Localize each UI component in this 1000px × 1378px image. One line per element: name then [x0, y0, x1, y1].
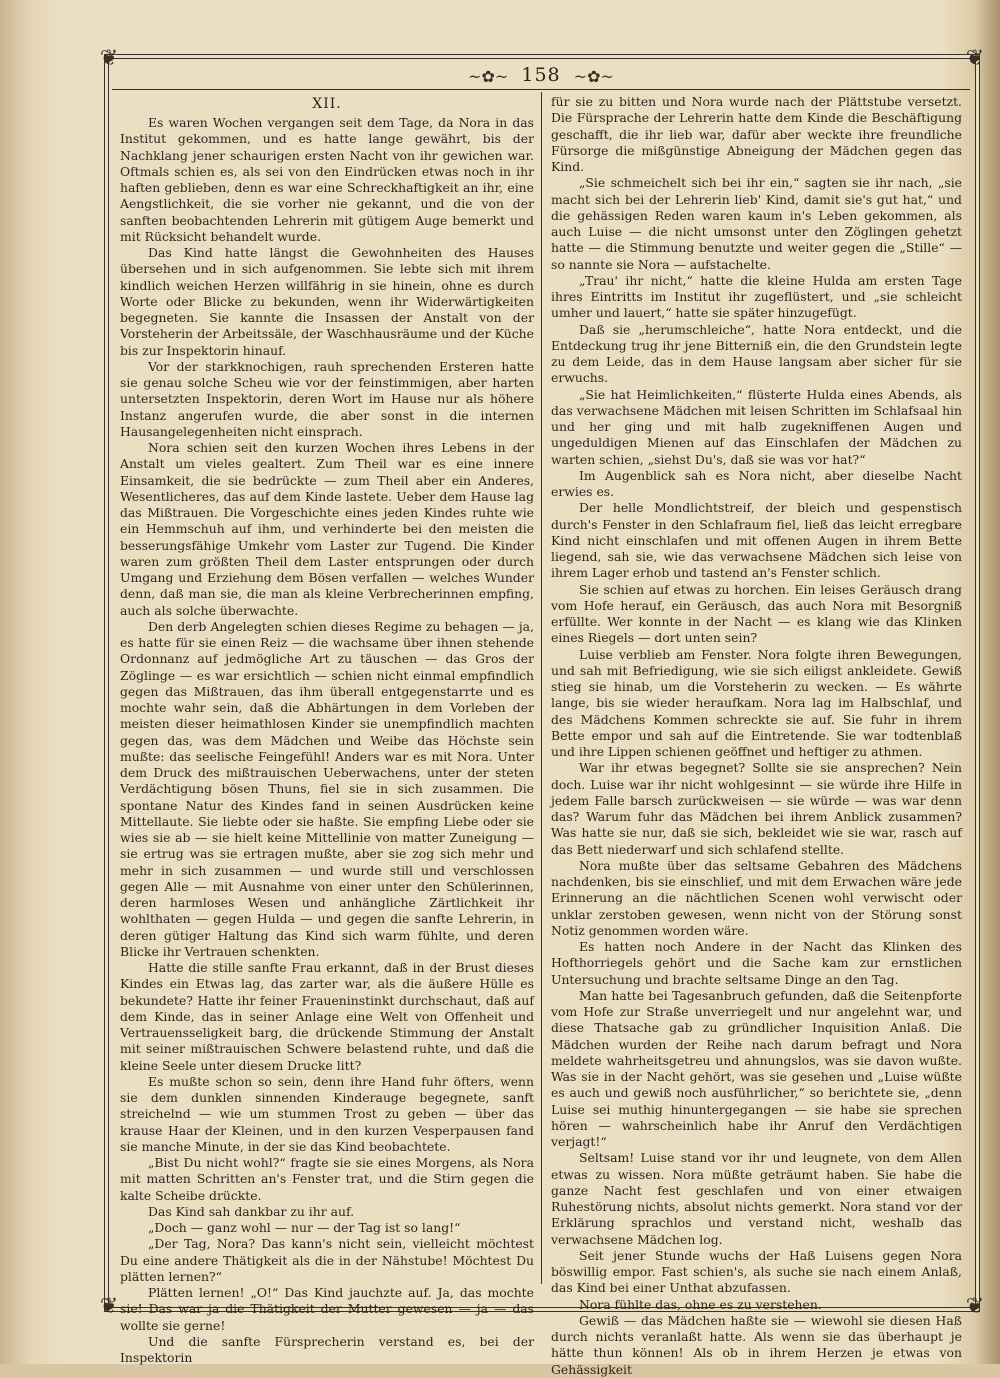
paragraph: „Sie hat Heimlichkeiten,“ flüsterte Hulda eines Abends, als das verwachsene Mädchen mit leisen Schritten im Schlafsaal hin und her ging und mit halb zugekniffenen Augen und ungeduldigen Mienen auf das Einschlafen der Mädchen zu warten schien, „siehst Du's, daß sie was vor hat?“	[551, 386, 962, 467]
paragraph: Das Kind sah dankbar zu ihr auf.	[148, 1203, 355, 1219]
paragraph: Nora fühlte das, ohne es zu verstehen.	[579, 1296, 822, 1312]
paragraph: War ihr etwas begegnet? Sollte sie sie ansprechen? Nein doch. Luise war ihr nicht wohlgesinnt — sie würde ihre Hilfe in jedem Falle barsch zurückweisen — sie würde — was war denn das? Warum fuhr das Mädchen bei ihrem Anblick zusammen? Was hatte sie nur, daß sie sich, bekleidet wie sie war, rasch auf das Bett niederwarf und sich schlafend stellte.	[551, 760, 962, 857]
paragraph: Luise verblieb am Fenster. Nora folgte ihren Bewegungen, und sah mit Befriedigung, wie sie sich eiligst ankleidete. Gewiß stieg sie hinab, um die Vorsteherin zu wecken. — Es währte lange, bis sie wieder heraufkam. Nora lag im Halbschlaf, und des Mädchens Kommen schreckte sie auf. Sie fuhr in ihrem Bette empor und sah auf die Eintretende. Sie war todtenblaß und ihre Lippen schienen geöffnet und heftiger zu athmen.	[551, 646, 962, 759]
corner-ornament-icon: ❦	[965, 46, 985, 71]
paragraph: „Der Tag, Nora? Das kann's nicht sein, vielleicht möchtest Du eine andere Thätigkeit als die in der Nähstube! Möchtest Du plätten lernen?“	[120, 1236, 534, 1284]
chapter-heading: XII.	[312, 96, 342, 112]
paragraph: Man hatte bei Tagesanbruch gefunden, daß die Seitenpforte vom Hofe zur Straße unverriegelt und nur angelehnt war, und diese Thatsache gab zu gründlicher Inquisition Anlaß. Die Mädchen wurden der Reihe nach darum befragt und Nora meldete wahrheitsgetreu und ahnungslos, was sie davon wußte. Was sie in der Nacht gehört, was sie gesehen und „Luise wüßte es auch und gewiß noch ausführlicher,“ so berichtete sie, „denn Luise sei muthig hinuntergegangen — sie habe sie sprechen hören — wahrscheinlich habe ihr Anruf den Verdächtigen verjagt!“	[551, 987, 962, 1149]
page-header	[108, 62, 974, 88]
paragraph: Seltsam! Luise stand vor ihr und leugnete, von dem Allen etwas zu wissen. Nora müßte geträumt haben. Sie habe die ganze Nacht fest geschlafen und von einer etwaigen Ruhestörung nichts, absolut nichts gemerkt. Nora stand vor der Erklärung sprachlos und verstand nicht, weshalb das verwachsene Mädchen log.	[551, 1150, 962, 1247]
paragraph: Nora schien seit den kurzen Wochen ihres Lebens in der Anstalt um vieles gealtert. Zum Theil war es eine innere Einsamkeit, die sie bedrückte — zum Theil aber ein Anderes, Wesentlicheres, das auf dem Kinde lastete. Ueber dem Hause lag das Mißtrauen. Die Vorgeschichte eines jeden Kindes ruhte wie ein Hemmschuh auf ihm, und verhinderte bei den meisten die besserungsfähige Umkehr vom Laster zur Tugend. Die Kinder waren zum größten Theil dem Laster entsprungen oder durch Umgang und Erziehung dem Bösen verfallen — welches Wunder denn, daß man sie, die man als kleine Verbrecherinnen empfing, auch als solche überwachte.	[120, 440, 534, 618]
paragraph: Es mußte schon so sein, denn ihre Hand fuhr öfters, wenn sie dem dunklen sinnenden Kinderauge begegnete, sanft streichelnd — wie um stummen Trost zu geben — über das krause Haar der Kleinen, und in den kurzen Vesperpausen fand sie manche Minute, in der sie das Kind beobachtete.	[120, 1073, 534, 1154]
column-divider	[541, 92, 542, 1284]
paragraph: Der helle Mondlichtstreif, der bleich und gespenstisch durch's Fenster in den Schlafraum fiel, ließ das leicht erregbare Kind nicht einschlafen und mit offenen Augen in ihrem Bette liegend, sah sie, wie das verwachsene Mädchen sich leise von ihrem Lager erhob und tastend an's Fenster schlich.	[551, 500, 962, 581]
paragraph: Es waren Wochen vergangen seit dem Tage, da Nora in das Institut gekommen, und es hatte lange gewährt, bis der Nachklang jener schaurigen ersten Nacht von ihr gewichen war. Oftmals schien es, als sei von den Eindrücken etwas noch in ihr haften geblieben, denn es war eine Schreckhaftigkeit an ihr, eine Aengstlichkeit, die sie vorher nie gekannt, und die von der sanften beobachtenden Lehrerin mit gütigem Auge bemerkt und mit Rücksicht behandelt wurde.	[120, 115, 534, 244]
right-column	[551, 94, 962, 1377]
paragraph: Den derb Angelegten schien dieses Regime zu behagen — ja, es hatte für sie einen Reiz — die wachsame über ihnen stehende Ordonnanz auf jedmögliche Art zu täuschen — das Gros der Zöglinge — es war ersichtlich — schien nicht einmal empfindlich gegen das Mißtrauen, das ihm überall entgegenstarrte und es mochte wahr sein, daß die Abhärtungen in dem Vorleben der meisten dieser heimathlosen Kinder sie unempfindlich machten gegen das, was dem Mädchen und Weibe das Höchste sein mußte: das seelische Feingefühl! Anders war es mit Nora. Unter dem Druck des mißtrauischen Ueberwachens, unter der steten Verdächtigung bösen Thuns, fiel sie in sich zusammen. Die spontane Natur des Kindes fand in seinen Ausdrücken keine Mittellaute. Sie liebte oder sie haßte. Sie empfing Liebe oder sie wies sie ab — sie hielt keine Mittellinie von matter Zuneigung — sie ertrug was sie ertragen mußte, aber sie zog sich mehr und mehr in sich zusammen — und wurde still und verschlossen gegen Alle — mit Ausnahme von einer unter den Schülerinnen, deren harmloses Wesen und anhängliche Zärtlichkeit ihr wohlthaten — gegen Hulda — und gegen die sanfte Lehrerin, in deren gütiger Haltung das Kind sich warm fühlte, und deren Blicke ihr Vertrauen schenkten.	[120, 618, 534, 959]
left-column	[120, 94, 534, 1365]
paragraph: Gewiß — das Mädchen haßte sie — wiewohl sie diesen Haß durch nichts veranlaßt hatte. Als wenn sie das überhaupt je hätte thun können! Als ob in ihrem Herzen je etwas von Gehässigkeit	[551, 1312, 962, 1377]
page-number: 158	[521, 64, 561, 86]
paragraph-continued: für sie zu bitten und Nora wurde nach der Plättstube versetzt. Die Fürsprache der Lehrerin hatte dem Kinde die Beschäftigung geschafft, die ihr lieb war, dafür aber weckte ihre freundliche Fürsorge die mißgünstige Abneigung der Mädchen gegen das Kind.	[551, 94, 962, 174]
paragraph: Im Augenblick sah es Nora nicht, aber dieselbe Nacht erwies es.	[551, 467, 962, 499]
paragraph: Vor der starkknochigen, rauh sprechenden Ersteren hatte sie genau solche Scheu wie vor der feinstimmigen, aber harten untersetzten Inspektorin, deren Wort im Hause nur als höhere Instanz angerufen wurde, die aber sonst in die internen Hausangelegenheiten nicht einsprach.	[120, 358, 534, 439]
header-rule	[112, 89, 970, 90]
paragraph: Das Kind hatte längst die Gewohnheiten des Hauses übersehen und in sich aufgenommen. Sie lebte sich mit ihrem kindlich weichen Herzen willfährig in sie hinein, ohne es durch Worte oder Blicke zu bekunden, wenn ihr Widerwärtigkeiten begegneten. Sie kannte die Insassen der Anstalt von der Vorsteherin der Arbeitssäle, der Waschhausräume und der Küche bis zur Inspektorin hinauf.	[120, 245, 534, 358]
paragraph: „Sie schmeichelt sich bei ihr ein,“ sagten sie ihr nach, „sie macht sich bei der Lehrerin lieb' Kind, damit sie's gut hat,“ und die gehässigen Reden waren kaum in's Leben gekommen, als auch Luise — die nicht umsonst unter den Zöglingen gehetzt hatte — die Stimmung benutzte und weiter gegen die „Stille“ — so nannte sie Nora — aufstachelte.	[551, 175, 962, 272]
paragraph: Hatte die stille sanfte Frau erkannt, daß in der Brust dieses Kindes ein Etwas lag, das zarter war, als die äußere Hülle es bekundete? Hatte ihr feiner Fraueninstinkt durchschaut, daß auf dem Kinde, das in seiner Anlage eine Welt von Offenheit und Vertrauensseligkeit barg, die drückende Stimmung der Anstalt mit seiner mißtrauischen Schwere belastend ruhte, und daß die kleine Seele unter diesem Drucke litt?	[120, 960, 534, 1073]
corner-ornament-icon: ❦	[99, 1294, 119, 1319]
corner-ornament-icon: ❦	[965, 1294, 985, 1319]
paragraph: „Bist Du nicht wohl?“ fragte sie sie eines Morgens, als Nora mit matten Schritten an's Fenster trat, und die Stirn gegen die kalte Scheibe drückte.	[120, 1155, 534, 1203]
paragraph: Sie schien auf etwas zu horchen. Ein leises Geräusch drang vom Hofe herauf, ein Geräusch, das auch Nora mit Besorgniß erfüllte. Wer konnte in der Nacht — es klang wie das Klinken eines Riegels — dort unten sein?	[551, 581, 962, 646]
paragraph: Daß sie „herumschleiche“, hatte Nora entdeckt, und die Entdeckung trug ihr jene Bitterniß ein, die den Grundstein legte zu dem Leide, das in dem Hause langsam aber sicher für sie erwuchs.	[551, 321, 962, 386]
paragraph: „Doch — ganz wohl — nur — der Tag ist so lang!“	[148, 1220, 461, 1235]
paragraph: Nora mußte über das seltsame Gebahren des Mädchens nachdenken, bis sie einschlief, und mit dem Erwachen wäre jede Erinnerung an die nächtlichen Scenen wohl verwischt oder unklar zerstoben gewesen, wenn nicht von der Störung sonst Notiz genommen worden wäre.	[551, 857, 962, 938]
paragraph: Es hatten noch Andere in der Nacht das Klinken des Hofthorriegels gehört und die Sache kam zur ernstlichen Untersuchung und brachte seltsame Dinge an den Tag.	[551, 939, 962, 987]
paragraph: Seit jener Stunde wuchs der Haß Luisens gegen Nora böswillig empor. Fast schien's, als suche sie nach einem Anlaß, das Kind bei einer Unthat abzufassen.	[551, 1247, 962, 1296]
paragraph: „Trau' ihr nicht,“ hatte die kleine Hulda am ersten Tage ihres Eintritts im Institut ihr zugeflüstert, und „sie schleicht umher und lauert,“ hatte sie später hinzugefügt.	[551, 272, 962, 321]
ornament-left-icon: ~✿~	[468, 67, 509, 86]
paragraph: Plätten lernen! „O!“ Das Kind jauchzte auf. Ja, das mochte sie! Das war ja die Thätigkeit der Mutter gewesen — ja — das wollte sie gerne!	[120, 1285, 534, 1333]
paragraph: Und die sanfte Fürsprecherin verstand es, bei der Inspektorin	[120, 1333, 534, 1365]
ornament-right-icon: ~✿~	[573, 67, 614, 86]
corner-ornament-icon: ❦	[99, 46, 119, 71]
